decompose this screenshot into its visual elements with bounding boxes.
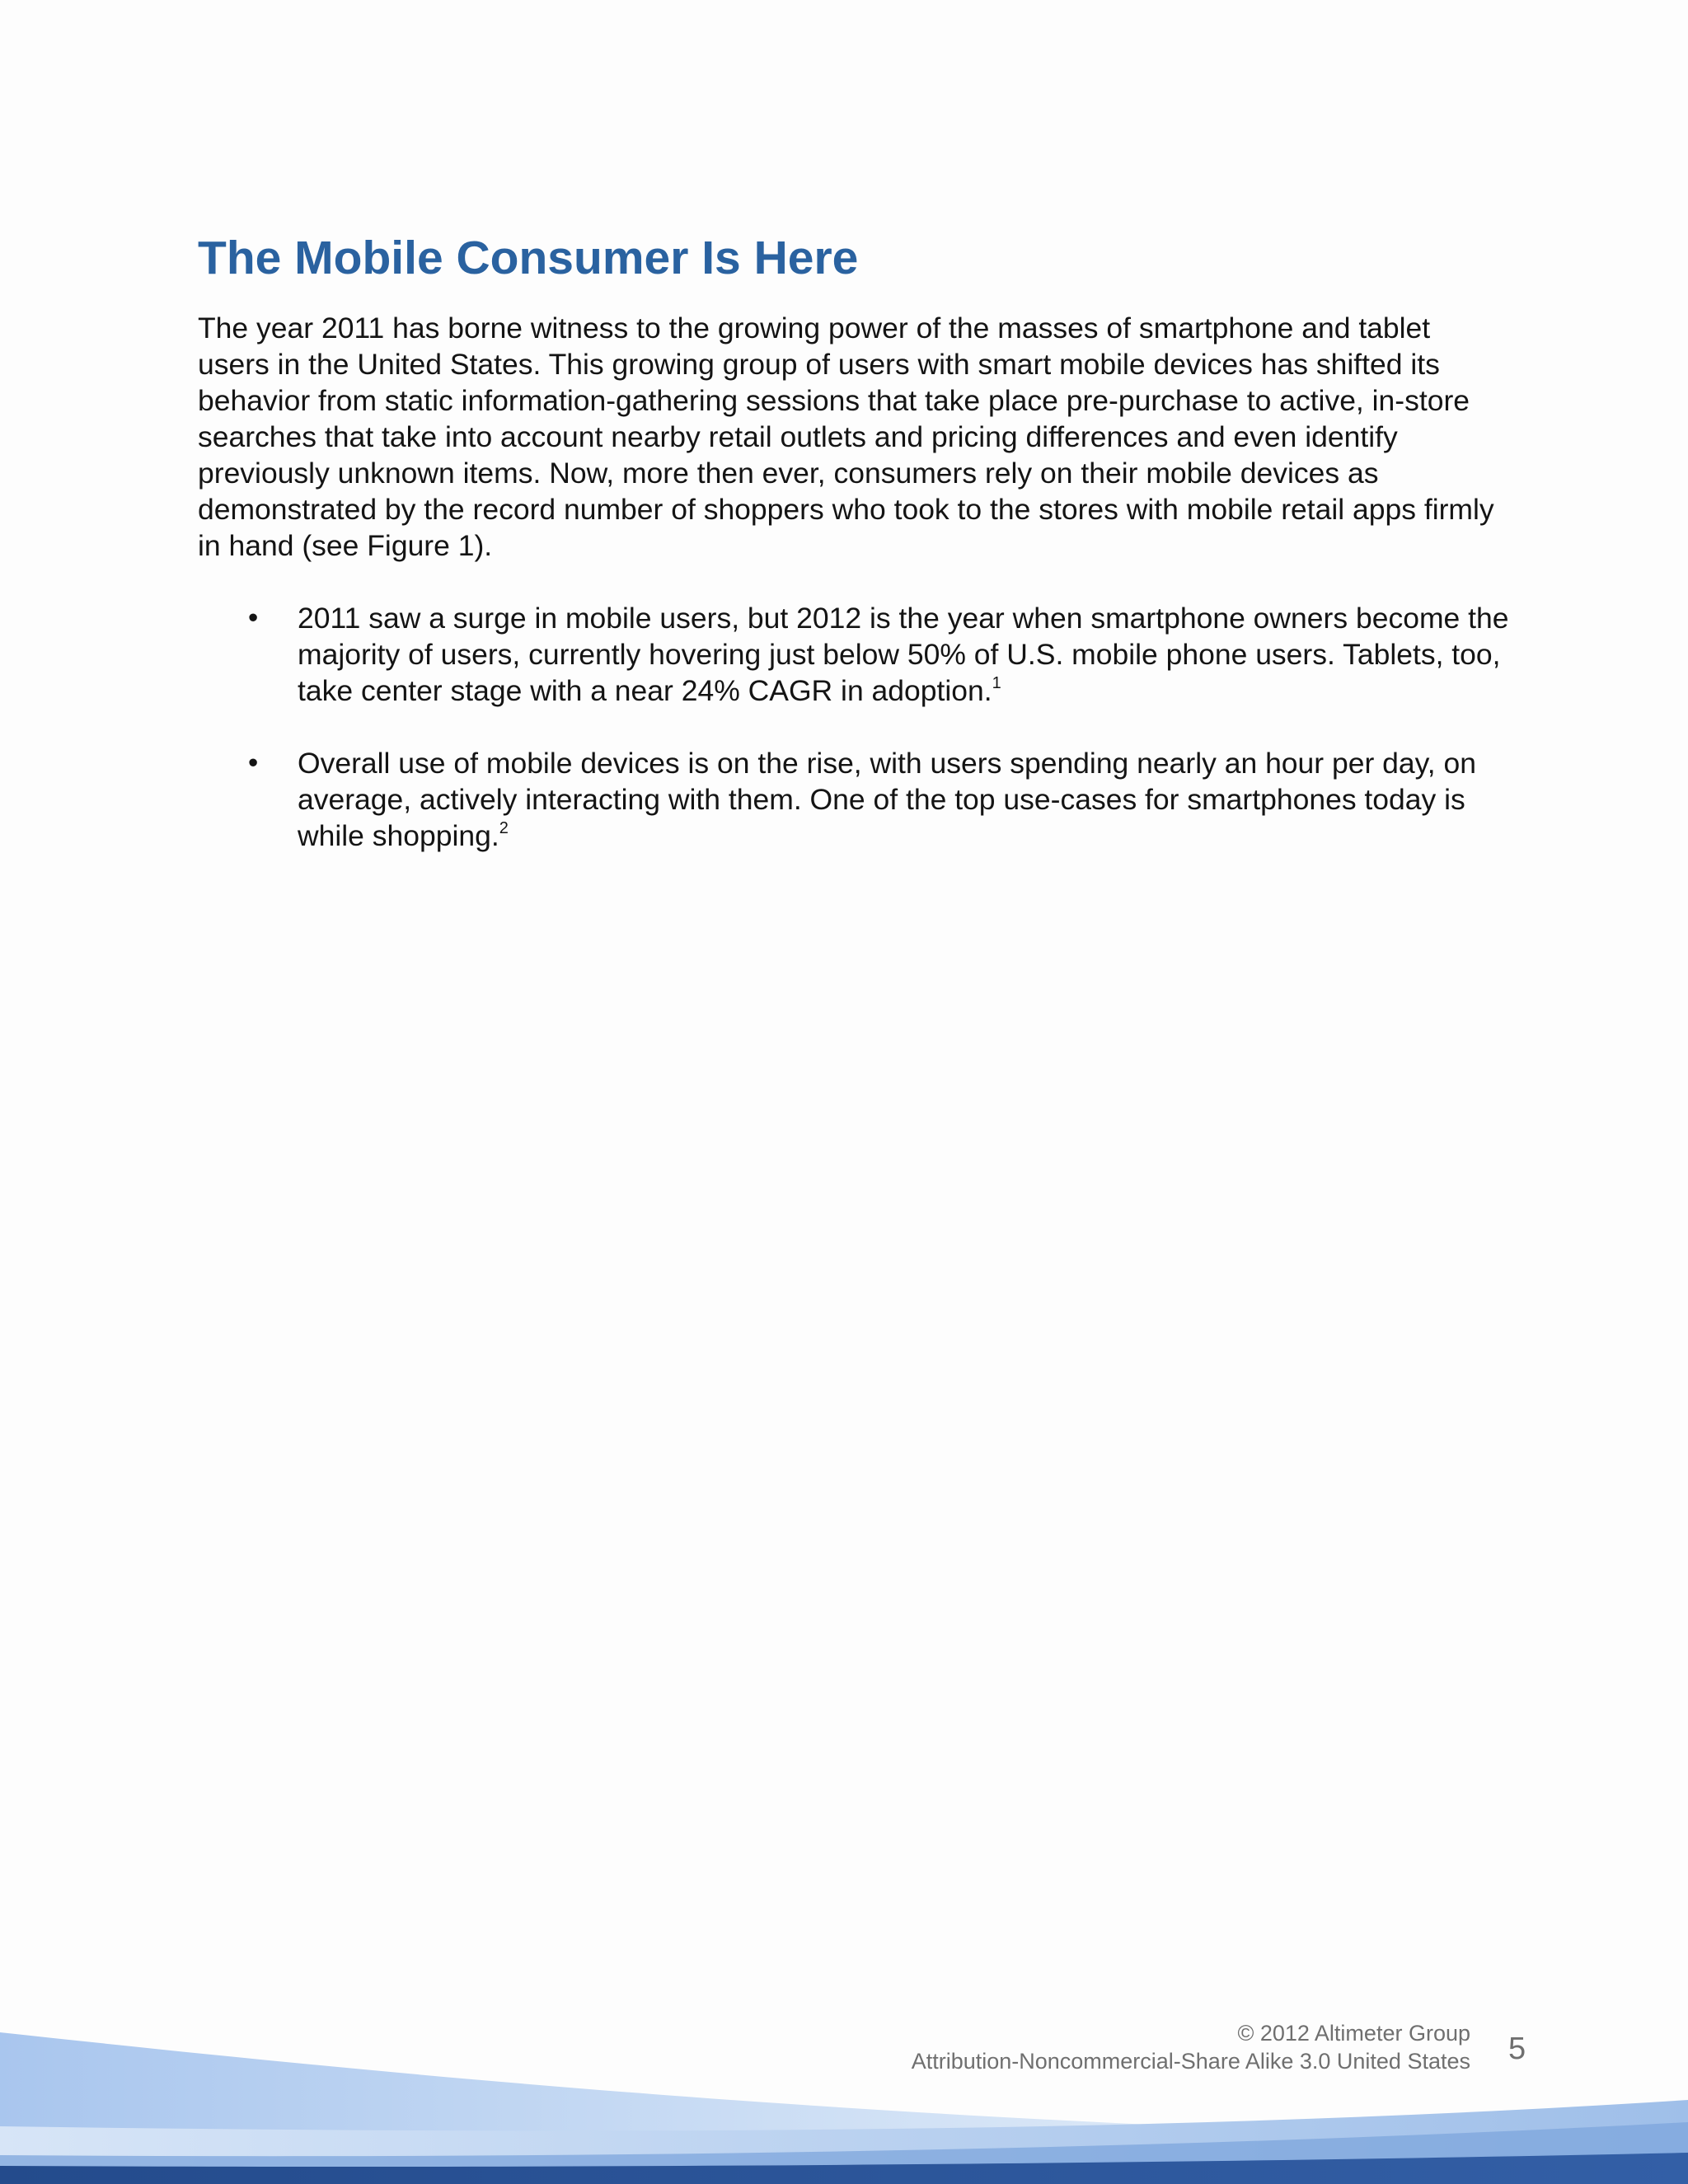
bullet-marker: •	[248, 602, 259, 634]
bullet-list	[198, 600, 1517, 890]
list-item	[198, 745, 1517, 854]
footer-wave-decoration	[0, 2011, 1688, 2184]
footnote-reference: 1	[992, 674, 1001, 693]
footnote-reference: 2	[499, 819, 509, 838]
bullet-text: 2011 saw a surge in mobile users, but 2012 is the year when smartphone owners become the majority of users, currently hovering just below 50% of U.S. mobile phone users. Tablets, too, take center stage with a near 24% CAGR in adoption.	[298, 602, 1509, 707]
list-item	[198, 600, 1517, 709]
bullet-marker: •	[248, 747, 259, 779]
section-heading: The Mobile Consumer Is Here	[198, 232, 859, 284]
intro-paragraph: The year 2011 has borne witness to the growing power of the masses of smartphone and tablet users in the United States. This growing group of users with smart mobile devices has shifted its behavior from static information-gathering sessions that take place pre-purchase to active, in-store searches that take into account nearby retail outlets and pricing differences and even identify previously unknown items. Now, more then ever, consumers rely on their mobile devices as demonstrated by the record number of shoppers who took to the stores with mobile retail apps firmly in hand (see Figure 1).	[198, 312, 1494, 562]
page-number: 5	[1508, 2032, 1526, 2066]
copyright-text: © 2012 Altimeter Group	[1237, 2021, 1470, 2046]
bullet-text: Overall use of mobile devices is on the rise, with users spending nearly an hour per day, on average, actively interacting with them. One of the top use-cases for smartphones today is while shopping.	[298, 747, 1476, 852]
license-text: Attribution-Noncommercial-Share Alike 3.0 United States	[911, 2049, 1470, 2074]
